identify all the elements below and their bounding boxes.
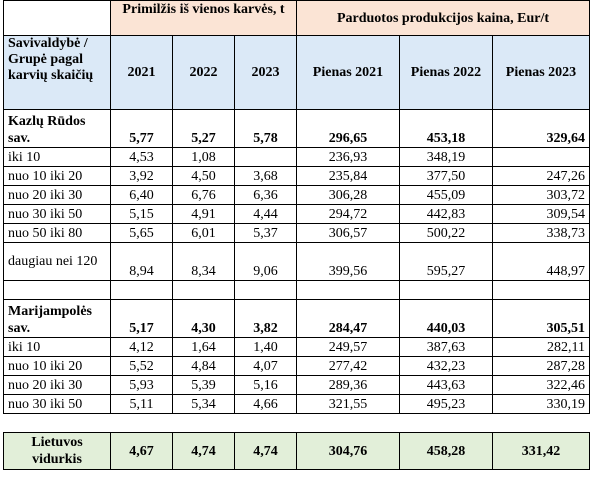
cell-yield-2023 <box>235 148 297 167</box>
summary-row <box>4 433 590 470</box>
cell-price-2021: 321,55 <box>297 395 400 414</box>
table-row <box>4 110 590 148</box>
cell-yield-2021: 5,15 <box>111 205 173 224</box>
cell-price-2021: 235,84 <box>297 167 400 186</box>
cell-price-2021: 294,72 <box>297 205 400 224</box>
cell-price-2023: 282,11 <box>493 338 590 357</box>
table-row <box>4 224 590 243</box>
cell-price-2021: 296,65 <box>297 110 400 148</box>
cell-yield-2021: 5,93 <box>111 376 173 395</box>
cell-yield-2021: 6,40 <box>111 186 173 205</box>
row-label: iki 10 <box>4 338 111 357</box>
summary-price-2023: 331,42 <box>493 433 590 470</box>
table-row <box>4 148 590 167</box>
cell-price-2023: 303,72 <box>493 186 590 205</box>
cell-price-2022: 595,27 <box>400 243 493 281</box>
cell-yield-2023: 5,37 <box>235 224 297 243</box>
row-label: nuo 30 iki 50 <box>4 395 111 414</box>
cell-yield-2022: 8,34 <box>173 243 235 281</box>
cell-price-2022: 495,23 <box>400 395 493 414</box>
cell-yield-2021: 5,77 <box>111 110 173 148</box>
cell-price-2022: 442,83 <box>400 205 493 224</box>
table-row <box>4 376 590 395</box>
cell-yield-2021: 3,92 <box>111 167 173 186</box>
cell-yield-2021: 8,94 <box>111 243 173 281</box>
summary-yield-2021: 4,67 <box>111 433 173 470</box>
summary-price-2022: 458,28 <box>400 433 493 470</box>
cell-yield-2021: 4,12 <box>111 338 173 357</box>
header-product-price: Parduotos produkcijos kaina, Eur/t <box>297 1 590 36</box>
cell-yield-2022: 4,30 <box>173 300 235 338</box>
row-label: iki 10 <box>4 148 111 167</box>
cell-price-2021: 306,28 <box>297 186 400 205</box>
header-milk-2022: Pienas 2022 <box>400 36 493 110</box>
table-row <box>4 300 590 338</box>
cell-yield-2021: 5,52 <box>111 357 173 376</box>
cell-yield-2021: 5,65 <box>111 224 173 243</box>
table-row <box>4 205 590 224</box>
cell-price-2021: 399,56 <box>297 243 400 281</box>
cell-yield-2023: 4,07 <box>235 357 297 376</box>
row-label: nuo 20 iki 30 <box>4 186 111 205</box>
cell-yield-2023: 5,78 <box>235 110 297 148</box>
cell-yield-2022: 6,01 <box>173 224 235 243</box>
table-row <box>4 186 590 205</box>
header-year-2022: 2022 <box>173 36 235 110</box>
table-row <box>4 395 590 414</box>
header-corner <box>4 1 111 36</box>
row-label: nuo 10 iki 20 <box>4 357 111 376</box>
cell-price-2023 <box>493 148 590 167</box>
cell-yield-2022: 1,08 <box>173 148 235 167</box>
cell-price-2023: 448,97 <box>493 243 590 281</box>
cell-price-2021: 236,93 <box>297 148 400 167</box>
cell-price-2022: 443,63 <box>400 376 493 395</box>
cell-yield-2021: 5,11 <box>111 395 173 414</box>
cell-price-2021: 306,57 <box>297 224 400 243</box>
cell-yield-2023: 5,16 <box>235 376 297 395</box>
row-label: nuo 10 iki 20 <box>4 167 111 186</box>
cell-yield-2022: 6,76 <box>173 186 235 205</box>
header-year-2021: 2021 <box>111 36 173 110</box>
summary-price-2021: 304,76 <box>297 433 400 470</box>
cell-price-2022: 432,23 <box>400 357 493 376</box>
row-label: nuo 30 iki 50 <box>4 205 111 224</box>
cell-yield-2022: 5,39 <box>173 376 235 395</box>
cell-yield-2023: 3,82 <box>235 300 297 338</box>
cell-price-2023: 247,26 <box>493 167 590 186</box>
header-milk-2021: Pienas 2021 <box>297 36 400 110</box>
cell-price-2023: 287,28 <box>493 357 590 376</box>
cell-yield-2022: 4,50 <box>173 167 235 186</box>
header-milk-2023: Pienas 2023 <box>493 36 590 110</box>
row-label: nuo 50 iki 80 <box>4 224 111 243</box>
row-label: Kazlų Rūdos sav. <box>4 110 111 148</box>
cell-price-2023: 329,64 <box>493 110 590 148</box>
cell-yield-2022: 4,84 <box>173 357 235 376</box>
milk-yield-price-table <box>3 0 590 470</box>
row-label: Marijampolės sav. <box>4 300 111 338</box>
row-label: nuo 20 iki 30 <box>4 376 111 395</box>
cell-yield-2021: 5,17 <box>111 300 173 338</box>
table-row <box>4 243 590 281</box>
cell-yield-2022: 5,34 <box>173 395 235 414</box>
summary-yield-2023: 4,74 <box>235 433 297 470</box>
cell-price-2022: 440,03 <box>400 300 493 338</box>
cell-yield-2022: 4,91 <box>173 205 235 224</box>
cell-price-2022: 348,19 <box>400 148 493 167</box>
cell-yield-2023: 4,66 <box>235 395 297 414</box>
cell-price-2023: 322,46 <box>493 376 590 395</box>
cell-price-2022: 387,63 <box>400 338 493 357</box>
table-row <box>4 338 590 357</box>
table-container <box>3 0 590 470</box>
header-year-2023: 2023 <box>235 36 297 110</box>
table-row <box>4 357 590 376</box>
cell-price-2022: 500,22 <box>400 224 493 243</box>
cell-yield-2023: 9,06 <box>235 243 297 281</box>
cell-price-2021: 249,57 <box>297 338 400 357</box>
table-row <box>4 167 590 186</box>
cell-price-2022: 453,18 <box>400 110 493 148</box>
summary-label: Lietuvos vidurkis <box>4 433 111 470</box>
cell-yield-2022: 5,27 <box>173 110 235 148</box>
cell-price-2023: 309,54 <box>493 205 590 224</box>
gap-row <box>4 414 590 433</box>
cell-yield-2023: 3,68 <box>235 167 297 186</box>
cell-price-2022: 455,09 <box>400 186 493 205</box>
header-municipality-group: Savivaldybė / Grupė pagal karvių skaičių <box>4 36 111 110</box>
cell-price-2023: 338,73 <box>493 224 590 243</box>
cell-price-2021: 277,42 <box>297 357 400 376</box>
cell-yield-2023: 6,36 <box>235 186 297 205</box>
cell-yield-2023: 1,40 <box>235 338 297 357</box>
summary-yield-2022: 4,74 <box>173 433 235 470</box>
cell-yield-2022: 1,64 <box>173 338 235 357</box>
cell-price-2021: 289,36 <box>297 376 400 395</box>
header-milk-yield: Primilžis iš vienos karvės, t <box>111 1 297 36</box>
cell-price-2023: 305,51 <box>493 300 590 338</box>
spacer-row <box>4 281 590 300</box>
cell-yield-2021: 4,53 <box>111 148 173 167</box>
cell-price-2021: 284,47 <box>297 300 400 338</box>
row-label: daugiau nei 120 <box>4 243 111 281</box>
cell-price-2022: 377,50 <box>400 167 493 186</box>
cell-yield-2023: 4,44 <box>235 205 297 224</box>
cell-price-2023: 330,19 <box>493 395 590 414</box>
